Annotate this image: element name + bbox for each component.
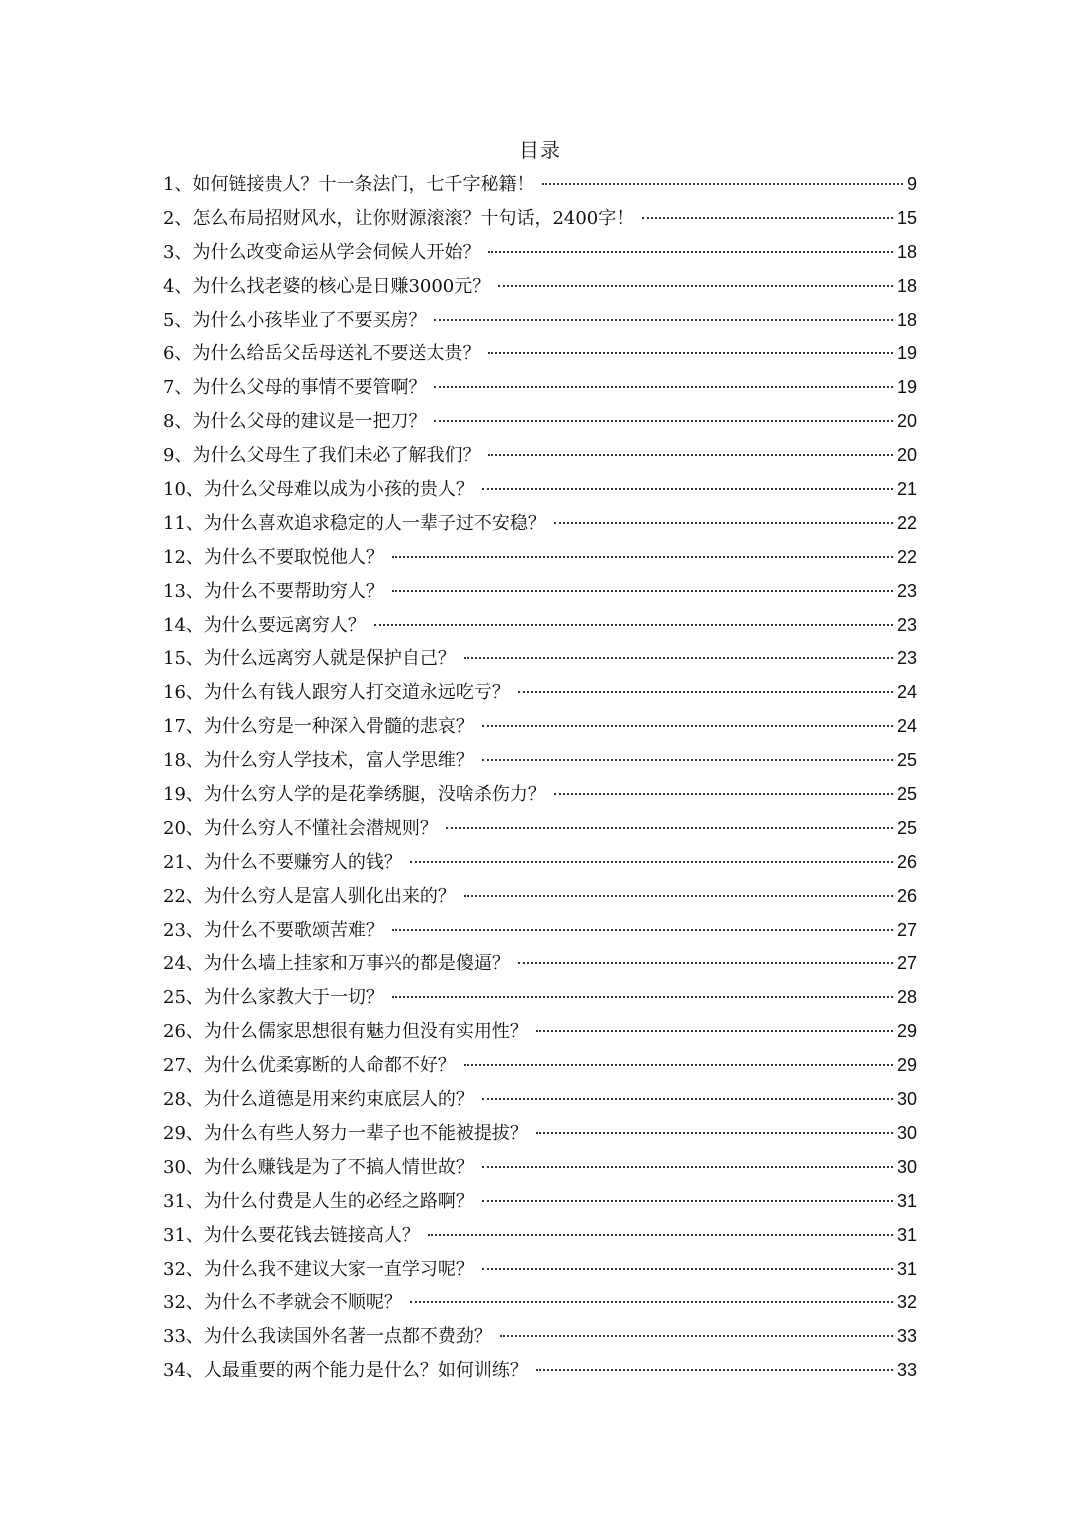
- toc-entry-page-number: 20: [896, 411, 917, 432]
- toc-dot-leader: [482, 1097, 893, 1100]
- toc-dot-leader: [410, 1300, 893, 1303]
- toc-entry-page-number: 18: [896, 241, 917, 262]
- toc-entry-page-number: 9: [906, 174, 917, 194]
- toc-dot-leader: [554, 521, 893, 524]
- toc-entry[interactable]: [163, 507, 917, 541]
- toc-entry-title: 31、为什么付费是人生的必经之路啊？: [163, 1190, 474, 1212]
- toc-entry-page-number: 27: [896, 953, 917, 974]
- toc-entry-title: 31、为什么要花钱去链接高人？: [163, 1224, 420, 1246]
- toc-entry-title: 16、为什么有钱人跟穷人打交道永远吃亏？: [163, 682, 510, 704]
- toc-entry-page-number: 23: [896, 580, 917, 601]
- toc-entry-page-number: 31: [896, 1190, 917, 1211]
- toc-dot-leader: [434, 385, 893, 388]
- toc-entry[interactable]: [163, 304, 917, 338]
- toc-dot-leader: [536, 1368, 893, 1371]
- toc-entry-page-number: 29: [896, 1021, 917, 1042]
- toc-dot-leader: [482, 758, 893, 761]
- toc-entry[interactable]: [163, 642, 917, 676]
- toc-entry[interactable]: [163, 981, 917, 1015]
- toc-entry[interactable]: [163, 1320, 917, 1354]
- toc-entry-page-number: 24: [896, 716, 917, 737]
- toc-entry-title: 30、为什么赚钱是为了不搞人情世故？: [163, 1156, 474, 1178]
- toc-entry[interactable]: [163, 880, 917, 914]
- toc-dot-leader: [392, 589, 893, 592]
- toc-entry-title: 15、为什么远离穷人就是保护自己？: [163, 648, 456, 670]
- toc-entry-title: 34、人最重要的两个能力是什么？如何训练？: [163, 1360, 528, 1382]
- toc-entry[interactable]: [163, 812, 917, 846]
- toc-entry[interactable]: [163, 168, 917, 202]
- toc-entry-page-number: 24: [896, 682, 917, 703]
- toc-entry-page-number: 31: [896, 1224, 917, 1245]
- toc-entry-title: 9、为什么父母生了我们未必了解我们？: [163, 445, 481, 467]
- toc-dot-leader: [392, 995, 893, 998]
- toc-entry[interactable]: [163, 1049, 917, 1083]
- toc-entry-title: 25、为什么家教大于一切？: [163, 987, 384, 1009]
- toc-dot-leader: [446, 826, 893, 829]
- toc-entry-page-number: 23: [896, 614, 917, 635]
- toc-dot-leader: [464, 656, 893, 659]
- toc-dot-leader: [374, 623, 893, 626]
- toc-entry[interactable]: [163, 846, 917, 880]
- toc-list: [163, 168, 917, 1388]
- toc-entry[interactable]: [163, 1185, 917, 1219]
- toc-entry-page-number: 19: [896, 377, 917, 398]
- toc-entry[interactable]: [163, 405, 917, 439]
- toc-entry-page-number: 33: [896, 1360, 917, 1381]
- toc-dot-leader: [536, 1029, 893, 1032]
- toc-entry[interactable]: [163, 1083, 917, 1117]
- toc-dot-leader: [642, 216, 893, 219]
- toc-entry-title: 3、为什么改变命运从学会伺候人开始？: [163, 241, 481, 263]
- toc-entry-page-number: 23: [896, 648, 917, 669]
- toc-entry-title: 11、为什么喜欢追求稳定的人一辈子过不安稳？: [163, 512, 546, 534]
- toc-entry[interactable]: [163, 1151, 917, 1185]
- toc-entry[interactable]: [163, 1219, 917, 1253]
- toc-entry-title: 13、为什么不要帮助穷人？: [163, 580, 384, 602]
- toc-dot-leader: [488, 250, 893, 253]
- toc-entry-page-number: 26: [896, 851, 917, 872]
- toc-entry-page-number: 25: [896, 817, 917, 838]
- toc-entry-title: 5、为什么小孩毕业了不要买房？: [163, 309, 427, 331]
- toc-entry-title: 6、为什么给岳父岳母送礼不要送太贵？: [163, 343, 481, 365]
- toc-entry-page-number: 25: [896, 750, 917, 771]
- toc-entry-page-number: 21: [896, 479, 917, 500]
- toc-dot-leader: [500, 1334, 893, 1337]
- toc-entry[interactable]: [163, 1286, 917, 1320]
- toc-dot-leader: [434, 318, 893, 321]
- toc-entry[interactable]: [163, 270, 917, 304]
- toc-dot-leader: [498, 284, 893, 287]
- toc-dot-leader: [482, 487, 893, 490]
- toc-dot-leader: [488, 351, 893, 354]
- toc-entry[interactable]: [163, 1117, 917, 1151]
- toc-entry-title: 18、为什么穷人学技术，富人学思维？: [163, 750, 474, 772]
- toc-entry-title: 1、如何链接贵人？十一条法门，七千字秘籍！: [163, 174, 535, 195]
- toc-dot-leader: [482, 1267, 893, 1270]
- toc-dot-leader: [482, 1199, 893, 1202]
- toc-entry-title: 19、为什么穷人学的是花拳绣腿，没啥杀伤力？: [163, 784, 546, 806]
- toc-entry-page-number: 30: [896, 1089, 917, 1110]
- toc-entry-title: 4、为什么找老婆的核心是日赚3000元？: [163, 275, 491, 297]
- toc-entry-title: 24、为什么墙上挂家和万事兴的都是傻逼？: [163, 953, 510, 975]
- toc-entry-title: 2、怎么布局招财风水，让你财源滚滚？十句话，2400字！: [163, 207, 635, 229]
- toc-dot-leader: [482, 724, 893, 727]
- toc-entry-title: 14、为什么要远离穷人？: [163, 614, 366, 636]
- toc-entry[interactable]: [163, 676, 917, 710]
- toc-entry-title: 17、为什么穷是一种深入骨髓的悲哀？: [163, 716, 474, 738]
- toc-entry-title: 26、为什么儒家思想很有魅力但没有实用性？: [163, 1021, 528, 1043]
- toc-entry[interactable]: [163, 710, 917, 744]
- toc-entry-page-number: 33: [896, 1326, 917, 1347]
- toc-entry-page-number: 27: [896, 919, 917, 940]
- toc-entry-page-number: 18: [896, 275, 917, 296]
- toc-entry[interactable]: [163, 1015, 917, 1049]
- toc-entry-title: 33、为什么我读国外名著一点都不费劲？: [163, 1326, 492, 1348]
- toc-dot-leader: [392, 928, 893, 931]
- toc-entry-page-number: 22: [896, 546, 917, 567]
- toc-entry-page-number: 29: [896, 1055, 917, 1076]
- toc-dot-leader: [554, 792, 893, 795]
- toc-entry[interactable]: [163, 914, 917, 948]
- toc-entry-page-number: 31: [896, 1258, 917, 1279]
- toc-dot-leader: [410, 860, 893, 863]
- toc-dot-leader: [542, 182, 903, 185]
- toc-entry[interactable]: [163, 337, 917, 371]
- toc-entry-title: 23、为什么不要歌颂苦难？: [163, 919, 384, 941]
- toc-entry-page-number: 25: [896, 784, 917, 805]
- toc-entry-page-number: 30: [896, 1156, 917, 1177]
- toc-dot-leader: [428, 1233, 893, 1236]
- toc-entry[interactable]: [163, 1354, 917, 1388]
- toc-entry-page-number: 26: [896, 885, 917, 906]
- toc-entry[interactable]: [163, 947, 917, 981]
- toc-dot-leader: [392, 555, 893, 558]
- toc-entry-title: 12、为什么不要取悦他人？: [163, 546, 384, 568]
- toc-entry-page-number: 30: [896, 1122, 917, 1143]
- toc-entry[interactable]: [163, 609, 917, 643]
- toc-entry-title: 22、为什么穷人是富人驯化出来的？: [163, 885, 456, 907]
- toc-entry[interactable]: [163, 202, 917, 236]
- toc-entry-page-number: 15: [896, 207, 917, 228]
- toc-entry[interactable]: [163, 541, 917, 575]
- toc-dot-leader: [434, 419, 893, 422]
- toc-dot-leader: [518, 961, 893, 964]
- toc-entry-title: 27、为什么优柔寡断的人命都不好？: [163, 1055, 456, 1077]
- toc-dot-leader: [488, 453, 893, 456]
- toc-entry[interactable]: [163, 575, 917, 609]
- toc-dot-leader: [464, 1063, 893, 1066]
- toc-entry[interactable]: [163, 778, 917, 812]
- toc-entry-page-number: 18: [896, 309, 917, 330]
- toc-entry-page-number: 22: [896, 512, 917, 533]
- toc-dot-leader: [536, 1131, 893, 1134]
- toc-entry[interactable]: [163, 473, 917, 507]
- toc-entry-title: 29、为什么有些人努力一辈子也不能被提拔？: [163, 1122, 528, 1144]
- toc-entry-title: 8、为什么父母的建议是一把刀？: [163, 411, 427, 433]
- toc-entry-title: 28、为什么道德是用来约束底层人的？: [163, 1089, 474, 1111]
- toc-entry-title: 10、为什么父母难以成为小孩的贵人？: [163, 479, 474, 501]
- toc-title: 目录: [519, 138, 561, 162]
- toc-entry-page-number: 19: [896, 343, 917, 364]
- toc-entry-title: 32、为什么不孝就会不顺呢？: [163, 1292, 402, 1314]
- toc-dot-leader: [482, 1165, 893, 1168]
- toc-entry-page-number: 32: [896, 1292, 917, 1313]
- toc-entry-page-number: 28: [896, 987, 917, 1008]
- toc-dot-leader: [464, 894, 893, 897]
- toc-entry[interactable]: [163, 371, 917, 405]
- toc-dot-leader: [518, 690, 893, 693]
- toc-entry-title: 32、为什么我不建议大家一直学习呢？: [163, 1258, 474, 1280]
- toc-entry-title: 7、为什么父母的事情不要管啊？: [163, 377, 427, 399]
- toc-entry[interactable]: [163, 744, 917, 778]
- toc-entry-title: 20、为什么穷人不懂社会潜规则？: [163, 817, 438, 839]
- toc-entry-title: 21、为什么不要赚穷人的钱？: [163, 851, 402, 873]
- toc-entry[interactable]: [163, 236, 917, 270]
- toc-entry[interactable]: [163, 1253, 917, 1287]
- toc-entry[interactable]: [163, 439, 917, 473]
- toc-entry-page-number: 20: [896, 445, 917, 466]
